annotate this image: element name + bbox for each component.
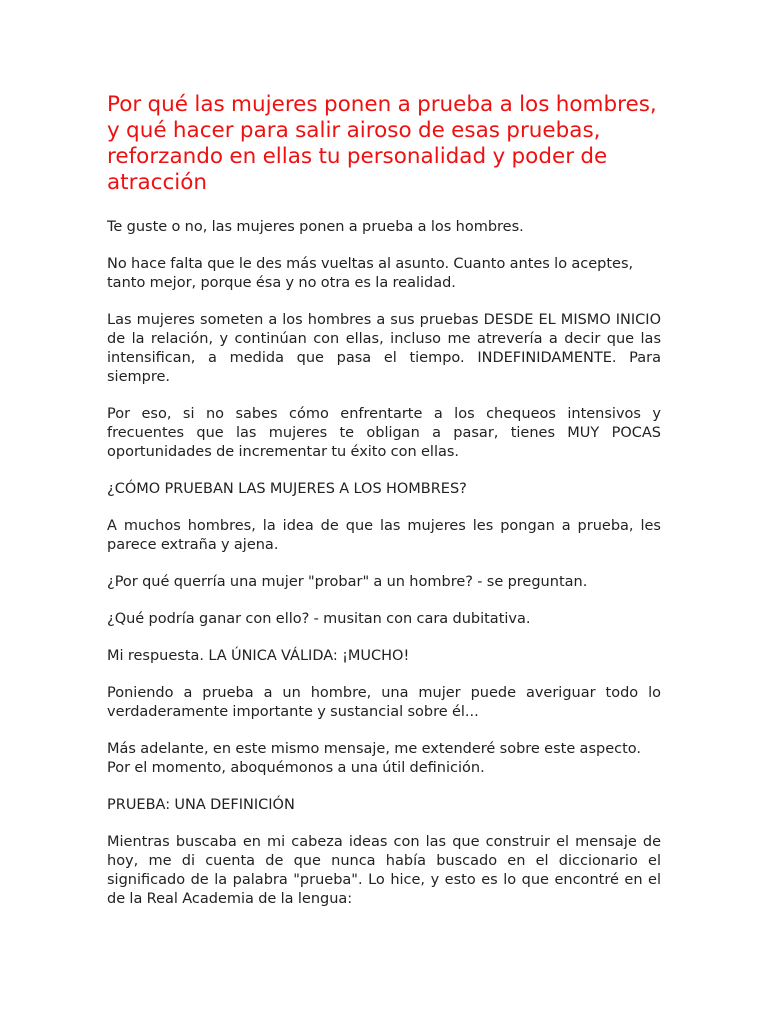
paragraph: ¿Por qué querría una mujer "probar" a un hombre? - se preguntan. bbox=[107, 574, 588, 590]
paragraph: Poniendo a prueba a un hombre, una mujer puede averiguar todo lo verdaderamente importante y sustancial sobre él... bbox=[107, 685, 661, 720]
paragraph: Mi respuesta. LA ÚNICA VÁLIDA: ¡MUCHO! bbox=[107, 648, 410, 664]
paragraph: Las mujeres someten a los hombres a sus pruebas DESDE EL MISMO INICIO de la relación, y continúan con ellas, incluso me atrevería a decir que las intensifican, a medida que pasa el tiempo. INDEFINIDAMENTE. Para siempre. bbox=[107, 312, 661, 385]
paragraph: Más adelante, en este mismo mensaje, me extenderé sobre este aspecto. Por el momento, aboquémonos a una útil definición. bbox=[107, 741, 642, 776]
section-heading: ¿CÓMO PRUEBAN LAS MUJERES A LOS HOMBRES? bbox=[107, 481, 467, 497]
document-page bbox=[107, 92, 661, 927]
document-title: Por qué las mujeres ponen a prueba a los hombres, y qué hacer para salir airoso de esas pruebas, reforzando en ellas tu personalidad y poder de atracción bbox=[107, 92, 657, 195]
paragraph: ¿Qué podría ganar con ello? - musitan con cara dubitativa. bbox=[107, 611, 531, 627]
paragraph: A muchos hombres, la idea de que las mujeres les pongan a prueba, les parece extraña y ajena. bbox=[107, 518, 661, 553]
paragraph: Por eso, si no sabes cómo enfrentarte a los chequeos intensivos y frecuentes que las mujeres te obligan a pasar, tienes MUY POCAS oportunidades de incrementar tu éxito con ellas. bbox=[107, 406, 661, 460]
paragraph: No hace falta que le des más vueltas al asunto. Cuanto antes lo aceptes, tanto mejor, porque ésa y no otra es la realidad. bbox=[107, 256, 634, 291]
section-heading: PRUEBA: UNA DEFINICIÓN bbox=[107, 797, 295, 813]
paragraph: Mientras buscaba en mi cabeza ideas con las que construir el mensaje de hoy, me di cuenta de que nunca había buscado en el diccionario el significado de la palabra "prueba". Lo hice, y esto es lo que encontré en el de la Real Academia de la lengua: bbox=[107, 834, 661, 907]
paragraph: Te guste o no, las mujeres ponen a prueba a los hombres. bbox=[107, 219, 524, 235]
